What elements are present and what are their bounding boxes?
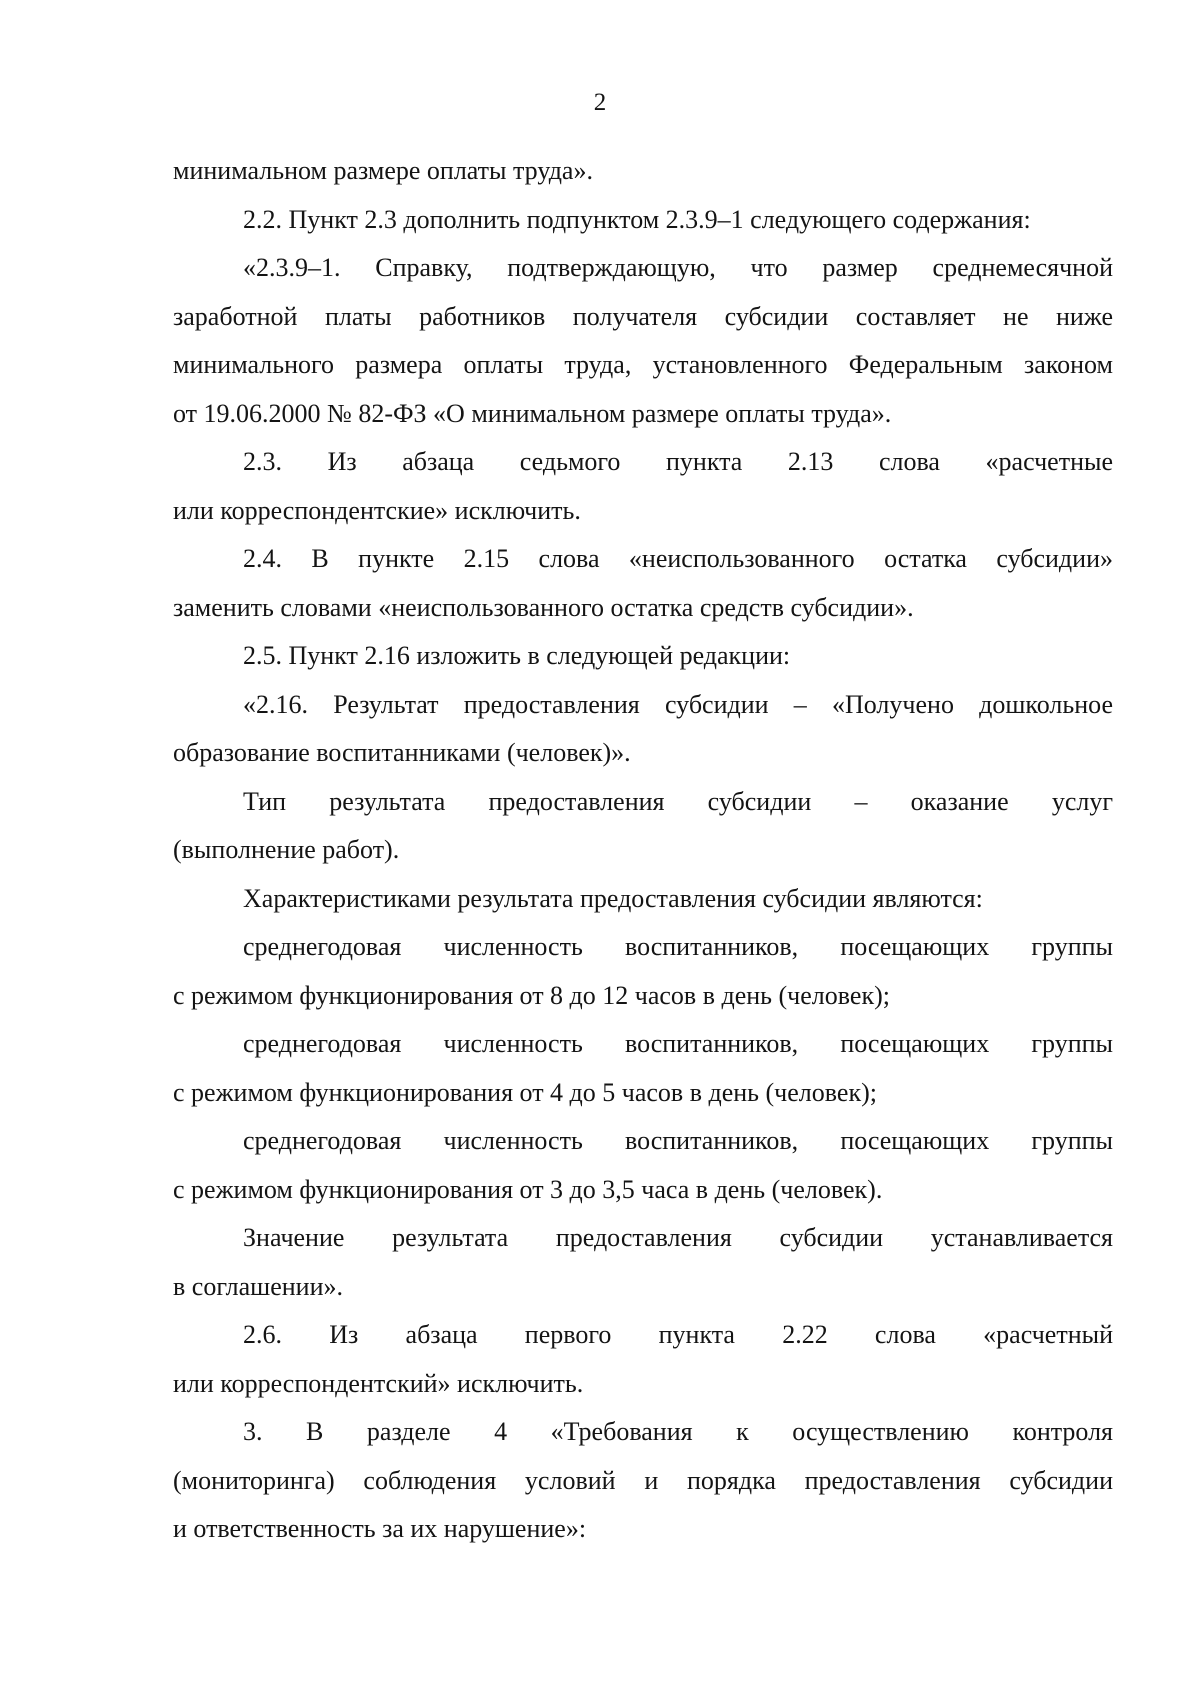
text-line: минимальном размере оплаты труда».	[173, 156, 593, 185]
document-body	[173, 147, 1113, 1554]
text-line: «2.3.9–1. Справку, подтверждающую, что размер среднемесячной	[243, 253, 1113, 282]
text-line: 3. В разделе 4 «Требования к осуществлению контроля	[243, 1417, 1113, 1446]
page-number: 2	[593, 89, 607, 116]
text-line: (мониторинга) соблюдения условий и порядка предоставления субсидии	[173, 1465, 1113, 1495]
text-line: Значение результата предоставления субсидии устанавливается	[243, 1223, 1113, 1252]
text-line: от 19.06.2000 № 82-ФЗ «О минимальном размере оплаты труда».	[173, 398, 892, 428]
text-line: заменить словами «неиспользованного остатка средств субсидии».	[173, 592, 914, 622]
text-line: с режимом функционирования от 4 до 5 часов в день (человек);	[173, 1077, 877, 1107]
text-line: «2.16. Результат предоставления субсидии – «Получено дошкольное	[243, 689, 1113, 719]
text-line: минимального размера оплаты труда, установленного Федеральным законом	[173, 350, 1113, 379]
text-line: или корреспондентский» исключить.	[173, 1368, 584, 1398]
text-line: среднегодовая численность воспитанников, посещающих группы	[243, 1126, 1113, 1155]
text-line: Характеристиками результата предоставления субсидии являются:	[243, 883, 983, 913]
text-line: Тип результата предоставления субсидии – оказание услуг	[243, 786, 1113, 816]
text-line: 2.6. Из абзаца первого пункта 2.22 слова «расчетный	[243, 1320, 1113, 1349]
text-line: или корреспондентские» исключить.	[173, 495, 581, 525]
text-line: 2.5. Пункт 2.16 изложить в следующей редакции:	[243, 641, 791, 670]
text-line: 2.3. Из абзаца седьмого пункта 2.13 слова «расчетные	[243, 447, 1113, 476]
text-line: с режимом функционирования от 8 до 12 часов в день (человек);	[173, 980, 890, 1010]
text-line: среднегодовая численность воспитанников, посещающих группы	[243, 932, 1113, 961]
text-line: 2.4. В пункте 2.15 слова «неиспользованного остатка субсидии»	[243, 544, 1113, 573]
text-line: образование воспитанниками (человек)».	[173, 738, 631, 767]
text-line: и ответственность за их нарушение»:	[173, 1514, 587, 1543]
text-line: в соглашении».	[173, 1271, 343, 1301]
text-line: (выполнение работ).	[173, 835, 400, 864]
text-line: с режимом функционирования от 3 до 3,5 часа в день (человек).	[173, 1174, 883, 1204]
text-line: заработной платы работников получателя субсидии составляет не ниже	[173, 301, 1113, 331]
text-line: 2.2. Пункт 2.3 дополнить подпунктом 2.3.9–1 следующего содержания:	[243, 204, 1031, 234]
text-line: среднегодовая численность воспитанников, посещающих группы	[243, 1029, 1113, 1058]
